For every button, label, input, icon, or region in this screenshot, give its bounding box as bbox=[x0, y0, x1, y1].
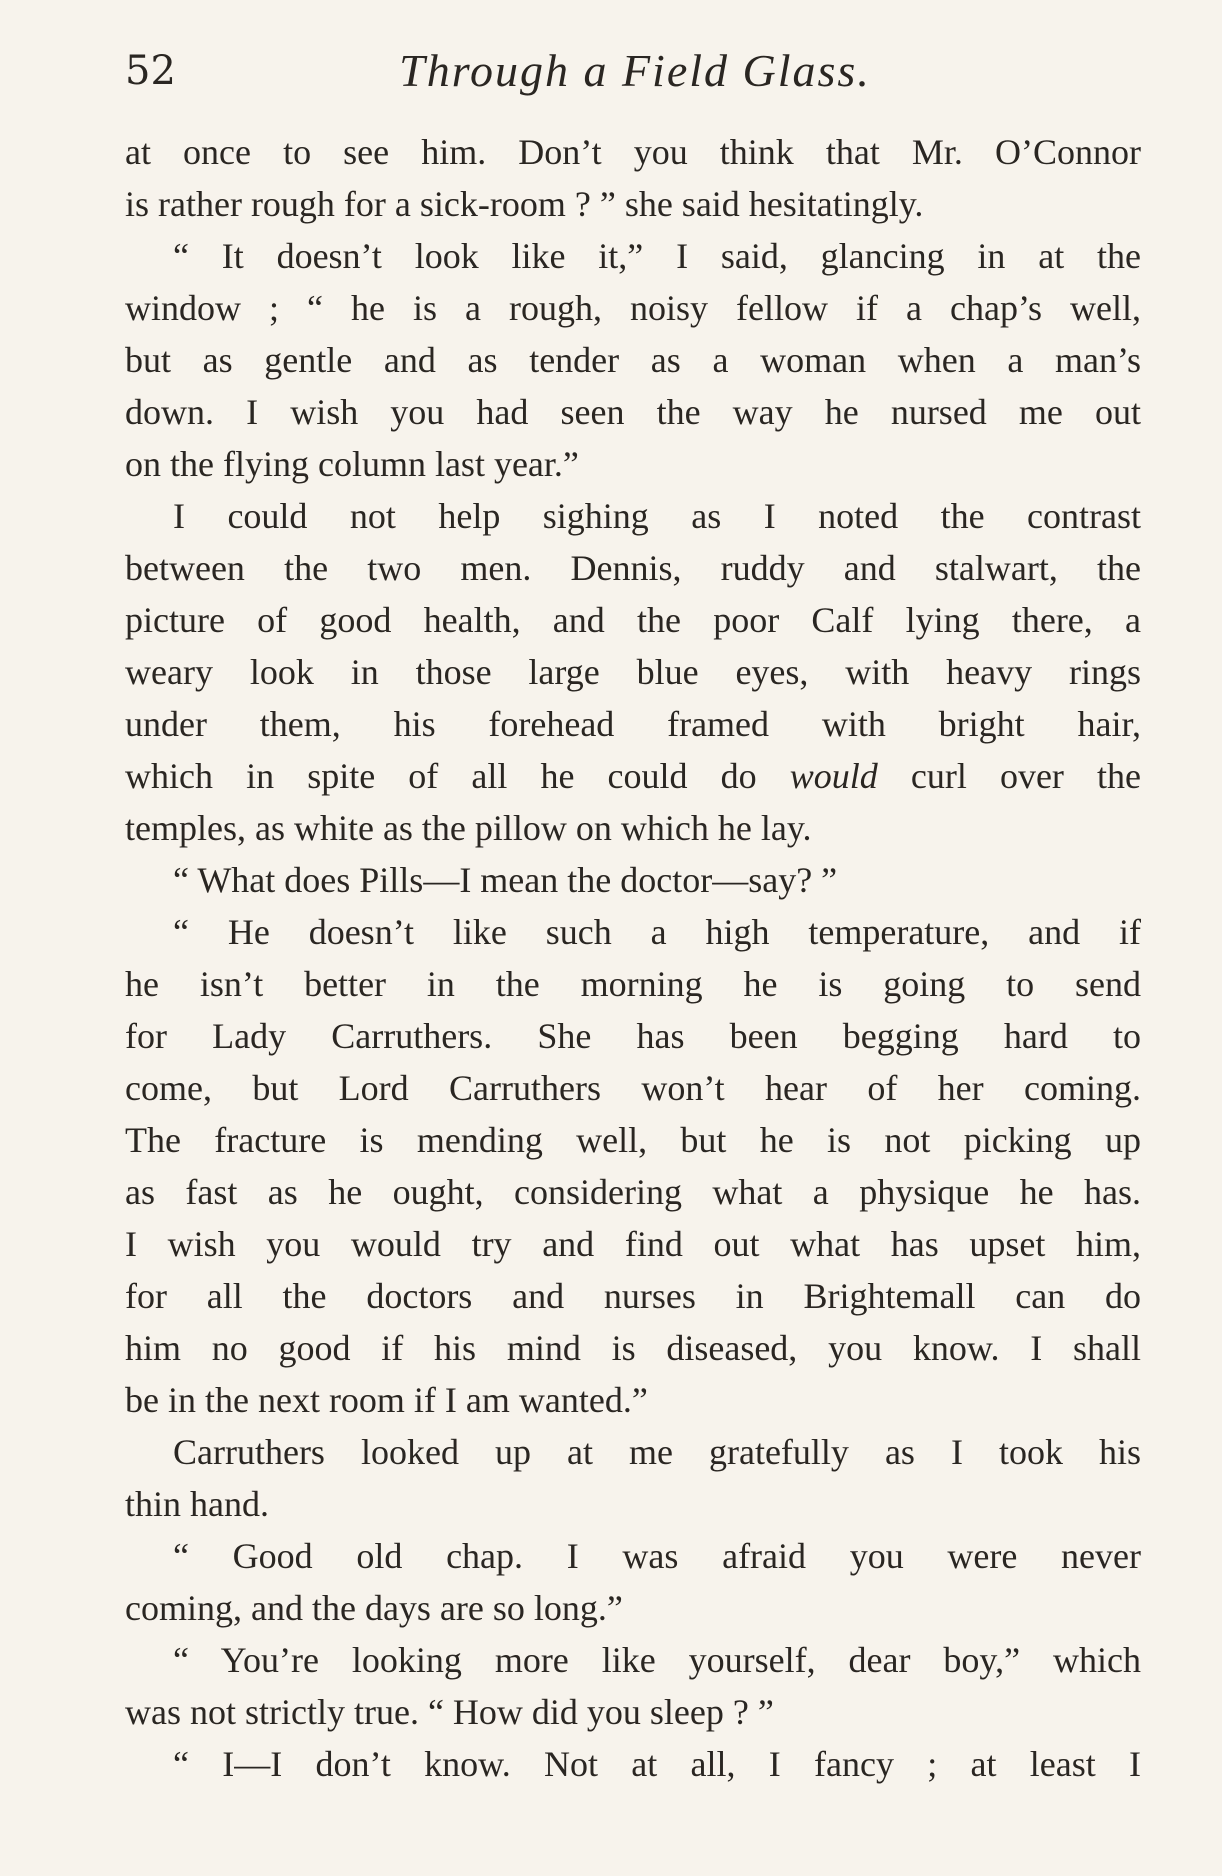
text-line: is rather rough for a sick-room ? ” she said hesitatingly. bbox=[125, 184, 924, 224]
text-line: down. I wish you had seen the way he nursed me out bbox=[125, 392, 1141, 432]
text-line: weary look in those large blue eyes, with heavy rings bbox=[125, 652, 1141, 692]
text-segment: which in spite of all he could do bbox=[125, 756, 790, 796]
page-header bbox=[125, 40, 1145, 100]
text-line: I wish you would try and find out what has upset him, bbox=[125, 1224, 1141, 1264]
text-line: was not strictly true. “ How did you sleep ? ” bbox=[125, 1692, 774, 1732]
text-line: come, but Lord Carruthers won’t hear of her coming. bbox=[125, 1068, 1141, 1108]
text-line: thin hand. bbox=[125, 1484, 269, 1524]
text-line: for all the doctors and nurses in Brightemall can do bbox=[125, 1276, 1141, 1316]
text-line: “ He doesn’t like such a high temperature, and if bbox=[173, 912, 1141, 952]
italic-word: would bbox=[789, 756, 878, 796]
text-line: coming, and the days are so long.” bbox=[125, 1588, 623, 1628]
running-title: Through a Field Glass. bbox=[399, 45, 871, 96]
text-line: between the two men. Dennis, ruddy and stalwart, the bbox=[125, 548, 1141, 588]
text-line: The fracture is mending well, but he is not picking up bbox=[125, 1120, 1141, 1160]
text-line: him no good if his mind is diseased, you know. I shall bbox=[125, 1328, 1141, 1368]
text-line: on the flying column last year.” bbox=[125, 444, 579, 484]
text-line: temples, as white as the pillow on which he lay. bbox=[125, 808, 812, 848]
text-line: picture of good health, and the poor Calf lying there, a bbox=[125, 600, 1141, 640]
text-line: “ You’re looking more like yourself, dear boy,” which bbox=[173, 1640, 1141, 1680]
text-line-with-italic bbox=[125, 750, 1141, 802]
page-number: 52 bbox=[125, 48, 176, 94]
text-line: he isn’t better in the morning he is going to send bbox=[125, 964, 1141, 1004]
text-line: “ It doesn’t look like it,” I said, glancing in at the bbox=[173, 236, 1141, 276]
text-line: be in the next room if I am wanted.” bbox=[125, 1380, 648, 1420]
text-line: Carruthers looked up at me gratefully as I took his bbox=[173, 1432, 1141, 1472]
text-segment: curl over the bbox=[877, 756, 1141, 796]
text-line: but as gentle and as tender as a woman when a man’s bbox=[125, 340, 1141, 380]
text-line: “ Good old chap. I was afraid you were never bbox=[173, 1536, 1141, 1576]
text-line: “ I—I don’t know. Not at all, I fancy ; at least I bbox=[173, 1744, 1141, 1784]
text-line: “ What does Pills—I mean the doctor—say? ” bbox=[173, 860, 838, 900]
text-line: I could not help sighing as I noted the contrast bbox=[173, 496, 1141, 536]
text-line: for Lady Carruthers. She has been begging hard to bbox=[125, 1016, 1141, 1056]
text-line: under them, his forehead framed with bright hair, bbox=[125, 704, 1141, 744]
body-text bbox=[125, 126, 1141, 1790]
text-line: window ; “ he is a rough, noisy fellow if a chap’s well, bbox=[125, 288, 1141, 328]
text-line: at once to see him. Don’t you think that Mr. O’Connor bbox=[125, 132, 1141, 172]
text-line: as fast as he ought, considering what a physique he has. bbox=[125, 1172, 1141, 1212]
